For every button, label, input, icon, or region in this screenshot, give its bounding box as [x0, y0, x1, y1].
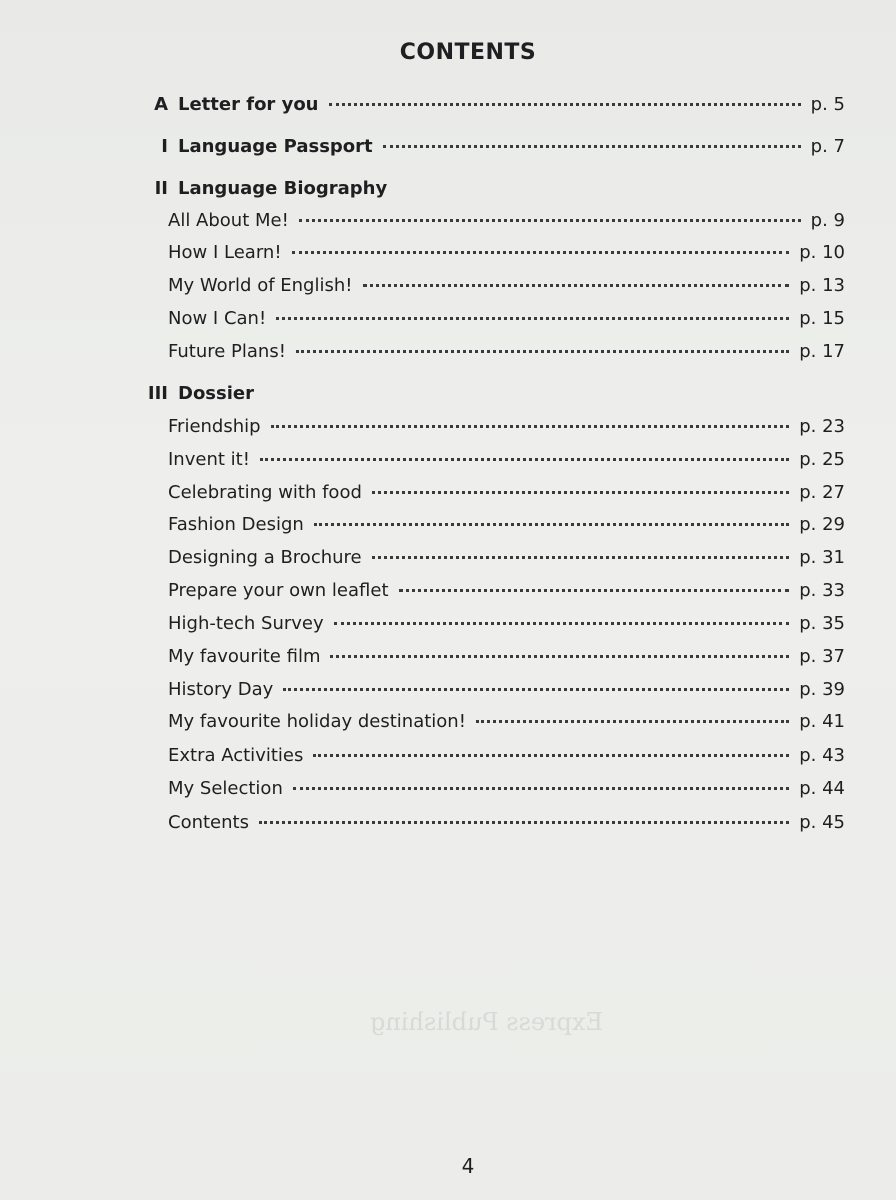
dot-leader [292, 251, 790, 254]
toc-entry-label: Friendship [168, 416, 261, 437]
toc-entry-label: Prepare your own leaflet [168, 580, 389, 601]
toc-entry [130, 514, 845, 540]
toc-entry-page: p. 9 [810, 210, 845, 231]
toc-entry-page: p. 35 [799, 613, 845, 634]
toc-entry-page: p. 10 [799, 242, 845, 263]
toc-entry [130, 275, 845, 301]
toc-entry-label: Language Biography [178, 178, 388, 199]
dot-leader [329, 103, 801, 106]
dot-leader [399, 589, 790, 592]
dot-leader [276, 317, 789, 320]
page-number: 4 [461, 1154, 475, 1178]
toc-entry [130, 580, 845, 606]
toc-entry-label: My favourite holiday destination! [168, 711, 466, 732]
dot-leader [372, 556, 790, 559]
toc-entry-number: II [154, 178, 168, 199]
toc-entry-page: p. 43 [799, 745, 845, 766]
toc-entry-label: Language Passport [178, 136, 373, 157]
toc-entry-label: My World of English! [168, 275, 353, 296]
toc-entry-label: Future Plans! [168, 341, 286, 362]
toc-entry [130, 812, 845, 838]
dot-leader [299, 219, 801, 222]
toc-entry-page: p. 33 [799, 580, 845, 601]
dot-leader [296, 350, 789, 353]
dot-leader [372, 491, 789, 494]
toc-entry [130, 136, 845, 162]
dot-leader [383, 145, 801, 148]
dot-leader [260, 458, 789, 461]
toc-entry [130, 745, 845, 771]
toc-entry-label: Dossier [178, 383, 254, 404]
toc-entry-page: p. 37 [799, 646, 845, 667]
dot-leader [283, 688, 789, 691]
dot-leader [313, 754, 789, 757]
toc-entry-label: Designing a Brochure [168, 547, 362, 568]
toc-entry-page: p. 45 [799, 812, 845, 833]
toc-entry [130, 711, 845, 737]
publisher-watermark: Express Publishing [370, 1008, 603, 1036]
toc-entry-page: p. 7 [810, 136, 845, 157]
toc-entry-number: I [161, 136, 168, 157]
toc-entry [130, 613, 845, 639]
dot-leader [271, 425, 790, 428]
toc-entry-label: High-tech Survey [168, 613, 324, 634]
toc-entry [130, 547, 845, 573]
toc-entry-label: Invent it! [168, 449, 250, 470]
toc-entry-page: p. 13 [799, 275, 845, 296]
toc-entry-page: p. 5 [810, 94, 845, 115]
toc-entry-label: My favourite film [168, 646, 321, 667]
toc-entry-page: p. 31 [799, 547, 845, 568]
toc-entry [130, 778, 845, 804]
toc-entry [130, 94, 845, 120]
toc-entry [130, 383, 845, 409]
toc-entry-page: p. 23 [799, 416, 845, 437]
toc-entry-page: p. 44 [799, 778, 845, 799]
toc-entry-page: p. 39 [799, 679, 845, 700]
dot-leader [259, 821, 789, 824]
dot-leader [334, 622, 790, 625]
dot-leader [330, 655, 789, 658]
toc-entry [130, 341, 845, 367]
toc-entry-page: p. 41 [799, 711, 845, 732]
toc-entry-label: Now I Can! [168, 308, 267, 329]
toc-entry [130, 210, 845, 236]
toc-entry-number: III [147, 383, 168, 404]
toc-entry [130, 242, 845, 268]
toc-entry-label: Contents [168, 812, 249, 833]
dot-leader [363, 284, 790, 287]
toc-entry-label: How I Learn! [168, 242, 282, 263]
toc-entry-number: A [154, 94, 168, 115]
dot-leader [476, 720, 789, 723]
toc-entry-page: p. 17 [799, 341, 845, 362]
toc-entry-label: History Day [168, 679, 274, 700]
toc-entry [130, 416, 845, 442]
toc-entry-page: p. 25 [799, 449, 845, 470]
toc-entry-label: Fashion Design [168, 514, 304, 535]
dot-leader [293, 787, 789, 790]
toc-entry [130, 178, 845, 204]
toc-entry-page: p. 29 [799, 514, 845, 535]
toc-entry [130, 646, 845, 672]
dot-leader [314, 523, 789, 526]
toc-entry-label: Letter for you [178, 94, 319, 115]
toc-entry [130, 449, 845, 475]
toc-entry-label: Extra Activities [168, 745, 304, 766]
toc-entry-page: p. 27 [799, 482, 845, 503]
toc-entry [130, 308, 845, 334]
toc-entry-label: Celebrating with food [168, 482, 362, 503]
toc-entry [130, 482, 845, 508]
page-title: CONTENTS [399, 40, 537, 65]
toc-entry-page: p. 15 [799, 308, 845, 329]
toc-entry-label: All About Me! [168, 210, 289, 231]
toc-entry-label: My Selection [168, 778, 283, 799]
toc-entry [130, 679, 845, 705]
